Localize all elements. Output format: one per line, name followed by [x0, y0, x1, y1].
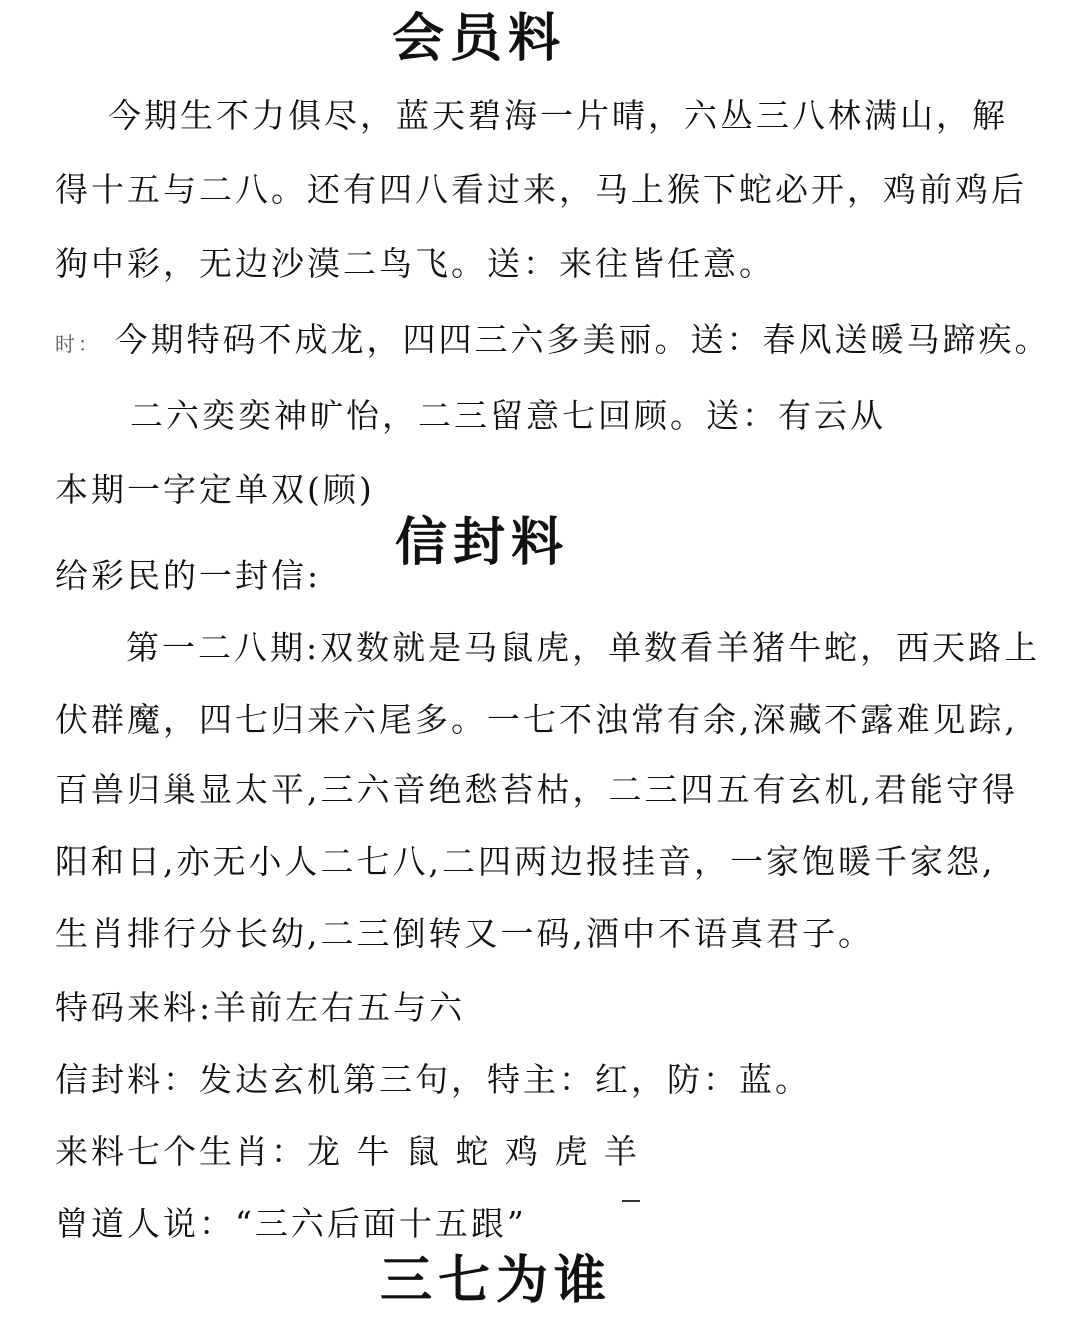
poem-line-3: 百兽归巢显太平,三六音绝愁苔枯，二三四五有玄机,君能守得 [55, 770, 1018, 809]
stray-dash-mark [622, 1200, 640, 1202]
member-line-6: 本期一字定单双(顾) [55, 470, 375, 509]
poem-line-2: 伏群魔，四七归来六尾多。一七不浊常有余,深藏不露难见踪, [55, 700, 1018, 739]
member-line-4-text: 今期特码不成龙，四四三六多美丽。送：春风送暖马蹄疾。 [114, 320, 1051, 359]
footer-title: 三七为谁 [380, 1250, 613, 1311]
member-line-1: 今期生不力俱尽，蓝天碧海一片晴，六丛三八林满山，解 [108, 96, 1008, 135]
letter-heading: 给彩民的一封信: [55, 556, 322, 595]
member-section-title: 会员料 [392, 8, 567, 69]
taoist-saying-line: 曾道人说：“三六后面十五跟” [55, 1204, 527, 1243]
member-line-2: 得十五与二八。还有四八看过来，马上猴下蛇必开，鸡前鸡后 [55, 170, 1027, 209]
member-line-4-prefix: 时： [55, 332, 101, 356]
envelope-hint-line: 信封料：发达玄机第三句，特主：红，防：蓝。 [55, 1060, 811, 1099]
seven-zodiacs-line: 来料七个生肖：龙 牛 鼠 蛇 鸡 虎 羊 [55, 1132, 640, 1171]
poem-line-1: 第一二八期:双数就是马鼠虎，单数看羊猪牛蛇，西天路上 [126, 628, 1041, 667]
member-line-5: 二六奕奕神旷怡，二三留意七回顾。送：有云从 [130, 396, 886, 435]
special-code-line: 特码来料:羊前左右五与六 [55, 988, 466, 1027]
member-line-3: 狗中彩，无边沙漠二鸟飞。送：来往皆任意。 [55, 244, 775, 283]
poem-line-4: 阳和日,亦无小人二七八,二四两边报挂音，一家饱暖千家怨, [55, 842, 996, 881]
poem-line-5: 生肖排行分长幼,二三倒转又一码,酒中不语真君子。 [55, 914, 874, 953]
envelope-section-title: 信封料 [395, 512, 570, 573]
member-line-4 [55, 320, 1051, 364]
